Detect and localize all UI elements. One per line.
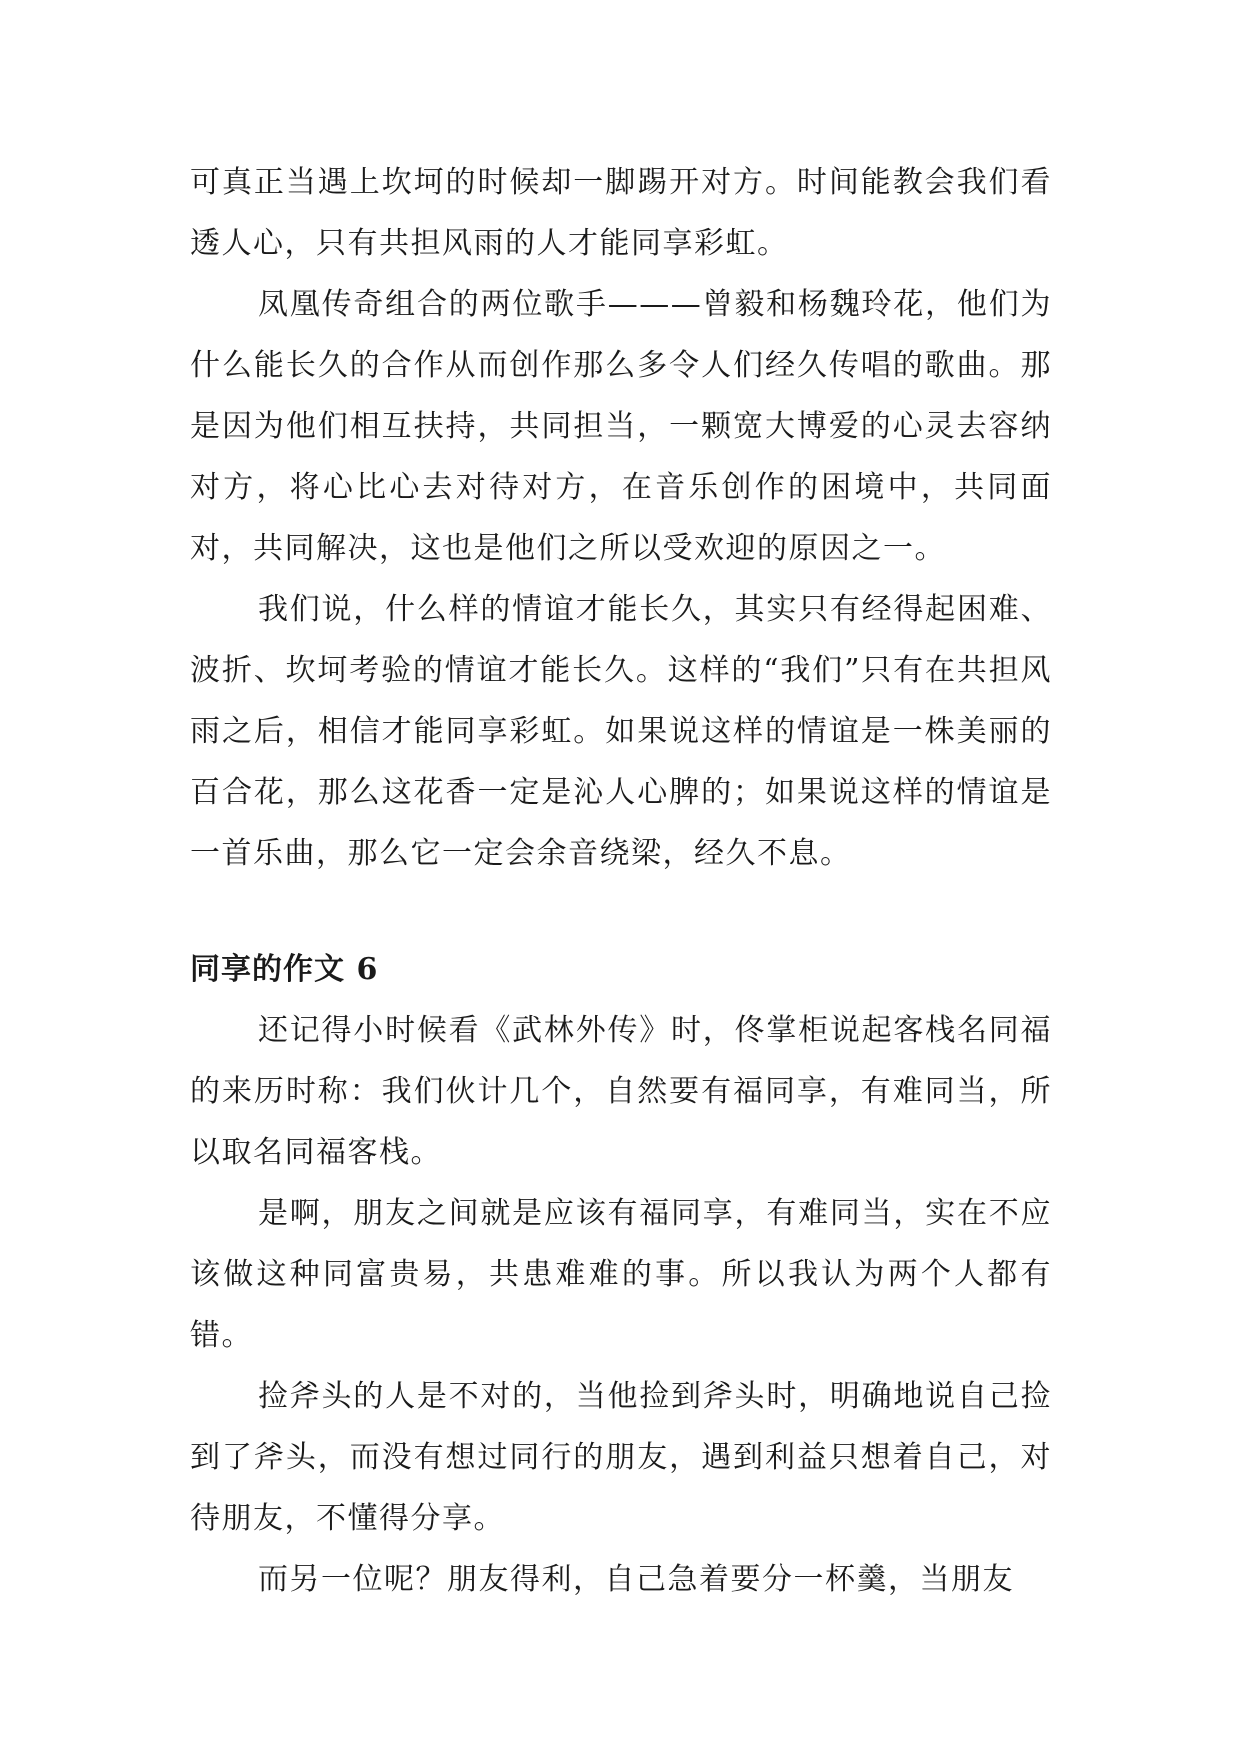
paragraph-friends-share: 是啊，朋友之间就是应该有福同享，有难同当，实在不应该做这种同富贵易，共患难难的事。所以我认为两个人都有错。 bbox=[190, 1196, 1052, 1353]
paragraph-lasting-friendship: 我们说，什么样的情谊才能长久，其实只有经得起困难、波折、坎坷考验的情谊才能长久。这样的“我们”只有在共担风雨之后，相信才能同享彩虹。如果说这样的情谊是一株美丽的百合花，那么这花香一定是沁人心脾的；如果说这样的情谊是一首乐曲，那么它一定会余音绕梁，经久不息。 bbox=[190, 592, 1052, 871]
paragraph-axe-finder: 捡斧头的人是不对的，当他捡到斧头时，明确地说自己捡到了斧头，而没有想过同行的朋友，遇到利益只想着自己，对待朋友，不懂得分享。 bbox=[190, 1379, 1052, 1536]
paragraph-continuation: 可真正当遇上坎坷的时候却一脚踢开对方。时间能教会我们看透人心，只有共担风雨的人才能同享彩虹。 bbox=[190, 165, 1052, 261]
paragraph-other-friend: 而另一位呢？朋友得利，自己急着要分一杯羹，当朋友 bbox=[258, 1562, 1014, 1597]
essay-heading: 同享的作文 6 bbox=[190, 952, 379, 987]
document-body bbox=[190, 152, 1052, 1610]
paragraph-phoenix-legend: 凤凰传奇组合的两位歌手———曾毅和杨魏玲花，他们为什么能长久的合作从而创作那么多令人们经久传唱的歌曲。那是因为他们相互扶持，共同担当，一颗宽大博爱的心灵去容纳对方，将心比心去对待对方，在音乐创作的困境中，共同面对，共同解决，这也是他们之所以受欢迎的原因之一。 bbox=[190, 287, 1052, 566]
paragraph-wulin-waizhuan: 还记得小时候看《武林外传》时，佟掌柜说起客栈名同福的来历时称：我们伙计几个，自然要有福同享，有难同当，所以取名同福客栈。 bbox=[190, 1013, 1052, 1170]
